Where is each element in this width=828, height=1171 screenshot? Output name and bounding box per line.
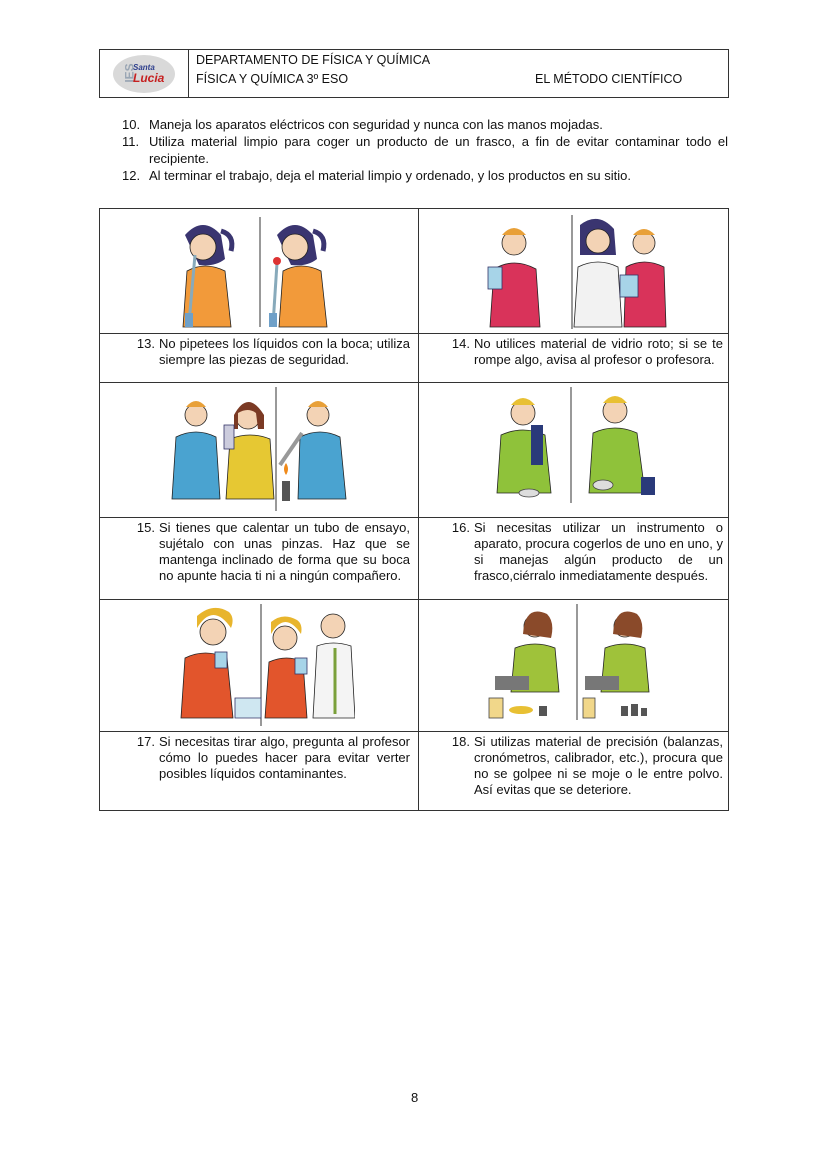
row-divider <box>100 517 728 518</box>
rule-number: 15. <box>136 520 155 535</box>
row-divider <box>100 333 728 334</box>
row-divider <box>100 382 728 383</box>
rule-number: 10. <box>122 117 141 132</box>
rule-number: 17. <box>136 734 155 749</box>
rule-number: 16. <box>451 520 470 535</box>
rule-text: Al terminar el trabajo, deja el material limpio y ordenado, y los productos en su sitio. <box>149 168 631 183</box>
logo-lucia: Lucia <box>133 70 165 85</box>
rule-caption <box>445 734 723 798</box>
rule-text: Maneja los aparatos eléctricos con seguridad y nunca con las manos mojadas. <box>149 117 603 132</box>
rule-text: No pipetees los líquidos con la boca; utiliza siempre las piezas de seguridad. <box>159 336 410 367</box>
rule-text: Si necesitas tirar algo, pregunta al profesor cómo lo puedes hacer para evitar verter posibles líquidos contaminantes. <box>159 734 410 781</box>
topic-name: EL MÉTODO CIENTÍFICO <box>535 72 683 86</box>
rule-item <box>122 167 728 184</box>
illustration-broken-glass <box>480 213 670 331</box>
rule-caption <box>445 336 723 368</box>
rule-caption <box>130 520 410 584</box>
rule-text: Si tienes que calentar un tubo de ensayo, sujétalo con unas pinzas. Haz que se mantenga inclinado de forma que su boca no apunte hacia ti ni a ningún compañero. <box>159 520 410 583</box>
rule-text: Utiliza material limpio para coger un producto de un frasco, a fin de evitar contaminar todo el recipiente. <box>149 134 728 166</box>
rule-caption <box>130 734 410 782</box>
illustration-precision-material <box>485 602 667 722</box>
rule-number: 11. <box>122 134 140 149</box>
logo-santa: Santa <box>133 62 155 72</box>
subject-name: FÍSICA Y QUÍMICA 3º ESO <box>196 72 349 86</box>
rules-list <box>122 116 728 184</box>
row-divider <box>100 731 728 732</box>
rule-item <box>122 116 728 133</box>
column-divider <box>418 209 419 810</box>
school-logo <box>113 55 175 93</box>
page-header <box>99 49 729 98</box>
rule-number: 18. <box>451 734 470 749</box>
rule-caption <box>445 520 723 584</box>
department-name: DEPARTAMENTO DE FÍSICA Y QUÍMICA <box>196 53 431 67</box>
rule-number: 13. <box>136 336 155 351</box>
header-text <box>189 50 728 97</box>
safety-rules-table <box>99 208 729 811</box>
rule-caption <box>130 336 410 368</box>
rule-item <box>122 133 728 167</box>
logo-ies: IES <box>122 62 137 83</box>
illustration-waste <box>175 602 355 728</box>
rule-text: Si necesitas utilizar un instrumento o aparato, procura cogerlos de uno en uno, y si manejas algún producto de un frasco,ciérralo inmediatamente después. <box>474 520 723 583</box>
row-divider <box>100 599 728 600</box>
logo-cell <box>100 50 189 97</box>
page-number: 8 <box>411 1090 419 1105</box>
rule-number: 14. <box>451 336 470 351</box>
rule-text: Si utilizas material de precisión (balanzas, cronómetros, calibrador, etc.), procura que no se golpee ni se moje o le entre polvo. Así evitas que se deteriore. <box>474 734 723 797</box>
illustration-instrument <box>485 385 665 505</box>
rule-number: 12. <box>122 168 141 183</box>
illustration-heating-tube <box>168 385 353 513</box>
illustration-pipette <box>165 213 355 331</box>
rule-text: No utilices material de vidrio roto; si se te rompe algo, avisa al profesor o profesora. <box>474 336 723 367</box>
